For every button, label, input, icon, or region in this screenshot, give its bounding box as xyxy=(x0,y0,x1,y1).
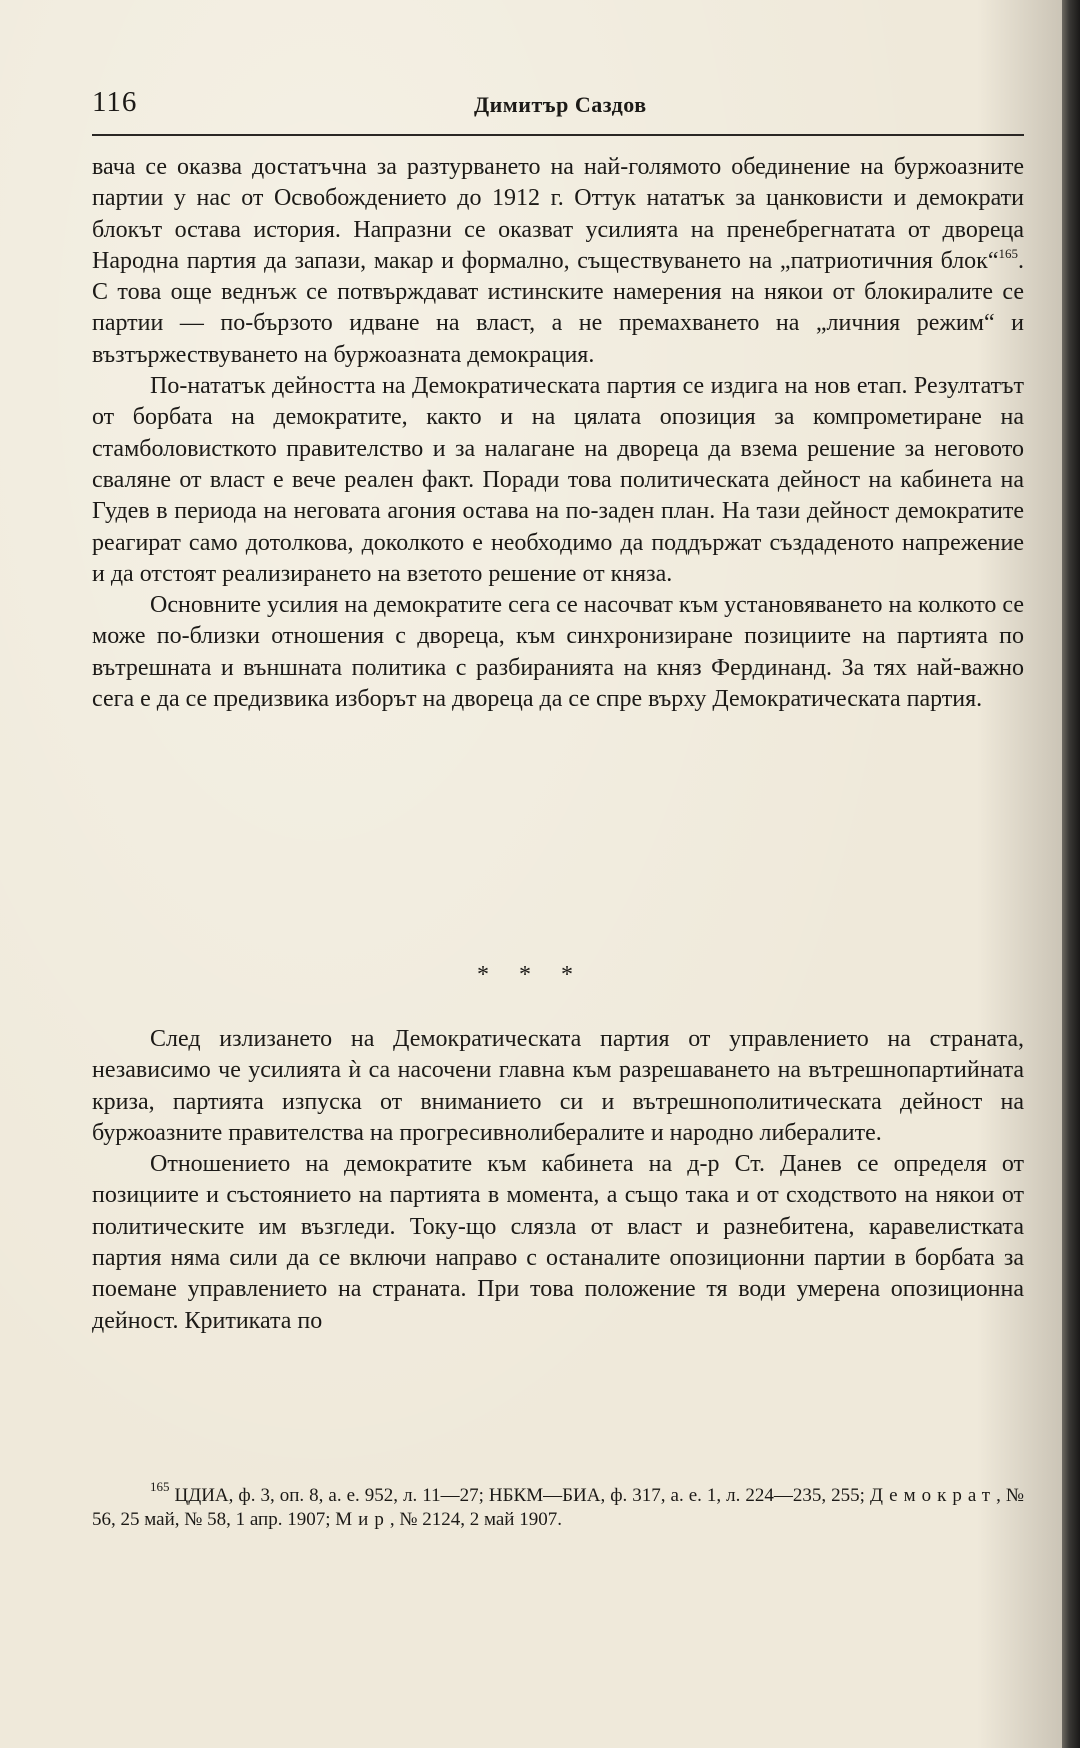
footnote-text-a: ЦДИА, ф. 3, оп. 8, а. е. 952, л. 11—27; НБКМ—БИА, ф. 317, а. е. 1, л. 224—235, 255; xyxy=(169,1485,870,1506)
section-separator: * * * xyxy=(477,962,585,988)
footnote-text-c: , № 2124, 2 май 1907. xyxy=(389,1509,562,1530)
footnote-paragraph xyxy=(92,1479,1024,1532)
paragraph-4: След излизането на Демократическата партия от управлението на страната, независимо че усилията ѝ са насочени главна към разрешаването на вътрешнопартийната криза, партията изпуска от вниманието си и вътрешнополитическата дейност на буржоазните правителства на прогресивнолибералите и народно либералите. xyxy=(92,1026,1024,1146)
header-rule xyxy=(92,134,1024,136)
paragraph-1 xyxy=(92,152,1024,371)
paragraph-5: Отношението на демократите към кабинета на д-р Ст. Данев се определя от позициите и състоянието на партията в момента, а също така и от сходството на някои от политическите им възгледи. Току-що слязла от власт и разнебитена, каравелистката партия няма сили да се включи направо с останалите опозиционни партии в борбата за поемане управлението на страната. При това положение тя води умерена опозиционна дейност. Критиката по xyxy=(92,1151,1024,1334)
paragraph-3: Основните усилия на демократите сега се насочват към установяването на колкото се може по-близки отношения с двореца, към синхронизиране позициите на партията по вътрешната и външната политика с разбиранията на княз Фердинанд. За тях най-важно сега е да се предизвика изборът на двореца да се спре върху Демократическата партия. xyxy=(92,592,1024,713)
footnote-165 xyxy=(92,1479,1024,1532)
footnote-number: 165 xyxy=(150,1479,170,1494)
section-1-text xyxy=(92,152,1024,715)
footnote-source-demokrat: Демократ xyxy=(869,1485,997,1506)
paragraph-2: По-нататък дейността на Демократическата партия се издига на нов етап. Резултатът от борбата на демократите, както и на цялата опозиция за компрометиране на стамболовисткото правителство и за налагане на двореца да взема решение за неговото сваляне от власт е вече реален факт. Поради това политическата дейност на кабинета на Гудев в периода на неговата агония остава на по-заден план. На тази дейност демократите реагират само дотолкова, доколкото е необходимо да поддържат създаденото напрежение и да отстоят реализирането на взетото решение от княза. xyxy=(92,373,1024,587)
page-header xyxy=(92,86,1024,130)
running-head: Димитър Саздов xyxy=(474,92,647,117)
paragraph-1-text: вача се оказва достатъчна за разтурването на най-голямото обединение на буржоазните партии у нас от Освобождението до 1912 г. Оттук нататък за цанковисти и демократи блокът остава история. Напразни се оказват усилията на пренебрегнатата от двореца Народна партия да запази, макар и формално, съществуването на „патриотичния блок“ xyxy=(92,154,1024,274)
book-spine-shadow xyxy=(1062,0,1080,1748)
page-number: 116 xyxy=(92,86,138,118)
section-2-text xyxy=(92,1024,1024,1337)
paragraph-1-continuation: . С това още веднъж се потвърждават истинските намерения на някои от блокиралите се партии — по-бързото идване на власт, а не премахването на „личния режим“ и възтържествуването на буржоазната демокрация. xyxy=(92,247,1024,368)
footnote-source-mir: Мир xyxy=(335,1509,390,1530)
footnote-ref-165[interactable]: 165 xyxy=(998,245,1018,261)
footnote-text-b: , № 56, 25 май, № 58, 1 апр. 1907; xyxy=(92,1485,1024,1530)
